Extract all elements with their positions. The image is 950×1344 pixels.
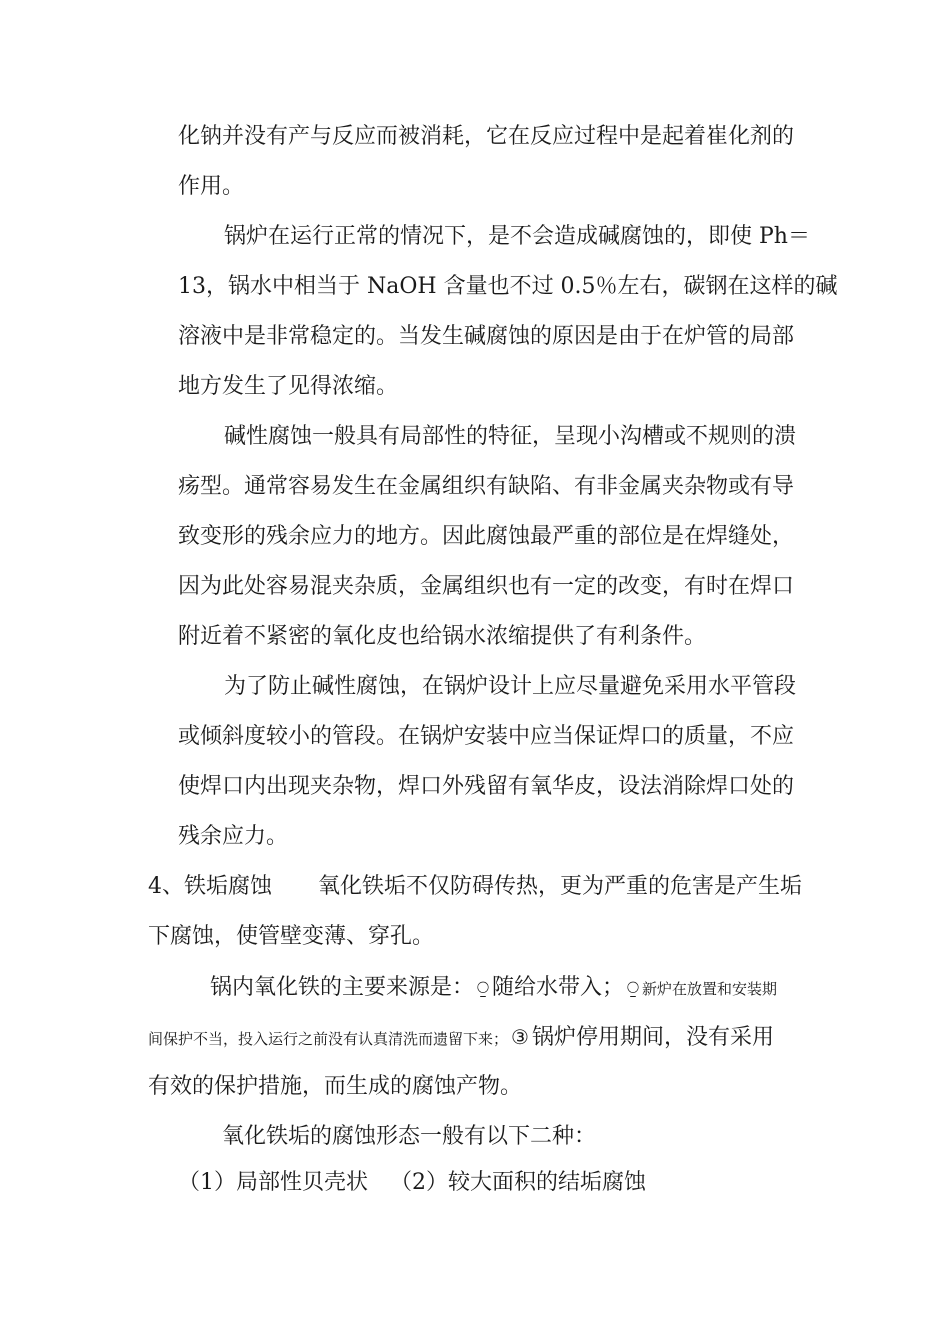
section-heading bbox=[148, 872, 802, 902]
paragraph-line: 或倾斜度较小的管段。在锅炉安装中应当保证焊口的质量，不应 bbox=[178, 724, 795, 749]
circled-one-icon: ⍜ bbox=[477, 975, 490, 999]
form-item-2: （2）较大面积的结垢腐蚀 bbox=[390, 1170, 646, 1195]
section-text: 氧化铁垢不仅防碍传热，更为严重的危害是产生垢 bbox=[318, 874, 803, 899]
paragraph-line: 附近着不紧密的氧化皮也给锅水浓缩提供了有利条件。 bbox=[178, 624, 707, 649]
paragraph-line: 有效的保护措施，而生成的腐蚀产物。 bbox=[148, 1074, 523, 1099]
paragraph-line: 碱性腐蚀一般具有局部性的特征，呈现小沟槽或不规则的溃 bbox=[224, 424, 797, 449]
sources-line-1: 锅内氧化铁的主要来源是： ⍜ 随给水带入； ⍜ 新炉在放置和安装期 bbox=[210, 972, 777, 1004]
circled-two-icon: ⍜ bbox=[627, 975, 640, 999]
paragraph-line: 下腐蚀，使管壁变薄、穿孔。 bbox=[148, 924, 435, 949]
paragraph-line: 因为此处容易混夹杂质，金属组织也有一定的改变，有时在焊口 bbox=[178, 574, 795, 599]
paragraph-line: 为了防止碱性腐蚀，在锅炉设计上应尽量避免采用水平管段 bbox=[224, 674, 797, 699]
paragraph-line: 氧化铁垢的腐蚀形态一般有以下二种： bbox=[222, 1124, 597, 1149]
paragraph-line: 化钠并没有产与反应而被消耗，它在反应过程中是起着崔化剂的 bbox=[178, 124, 795, 149]
paragraph-line: 疡型。通常容易发生在金属组织有缺陷、有非金属夹杂物或有导 bbox=[178, 474, 795, 499]
paragraph-line: 残余应力。 bbox=[178, 824, 289, 849]
paragraph-line: 13，锅水中相当于 NaOH 含量也不过 0.5％左右，碳钢在这样的碱 bbox=[178, 274, 838, 299]
form-item-1: （1）局部性贝壳状 bbox=[178, 1170, 368, 1195]
sources-line-2: 间保护不当，投入运行之前没有认真清洗而遗留下来； ③ 锅炉停用期间，没有采用 bbox=[148, 1022, 774, 1054]
paragraph-line: 锅炉在运行正常的情况下，是不会造成碱腐蚀的，即使 Ph＝ bbox=[224, 224, 810, 249]
forms-list bbox=[178, 1168, 646, 1198]
paragraph-line: 溶液中是非常稳定的。当发生碱腐蚀的原因是由于在炉管的局部 bbox=[178, 324, 795, 349]
paragraph-line: 使焊口内出现夹杂物，焊口外残留有氧华皮，设法消除焊口处的 bbox=[178, 774, 795, 799]
paragraph-line: 地方发生了见得浓缩。 bbox=[178, 374, 399, 399]
circled-three-icon: ③ bbox=[511, 1025, 529, 1049]
paragraph-line: 致变形的残余应力的地方。因此腐蚀最严重的部位是在焊缝处， bbox=[178, 524, 795, 549]
section-number-title: 4、铁垢腐蚀 bbox=[148, 874, 272, 899]
paragraph-line: 作用。 bbox=[178, 174, 245, 199]
